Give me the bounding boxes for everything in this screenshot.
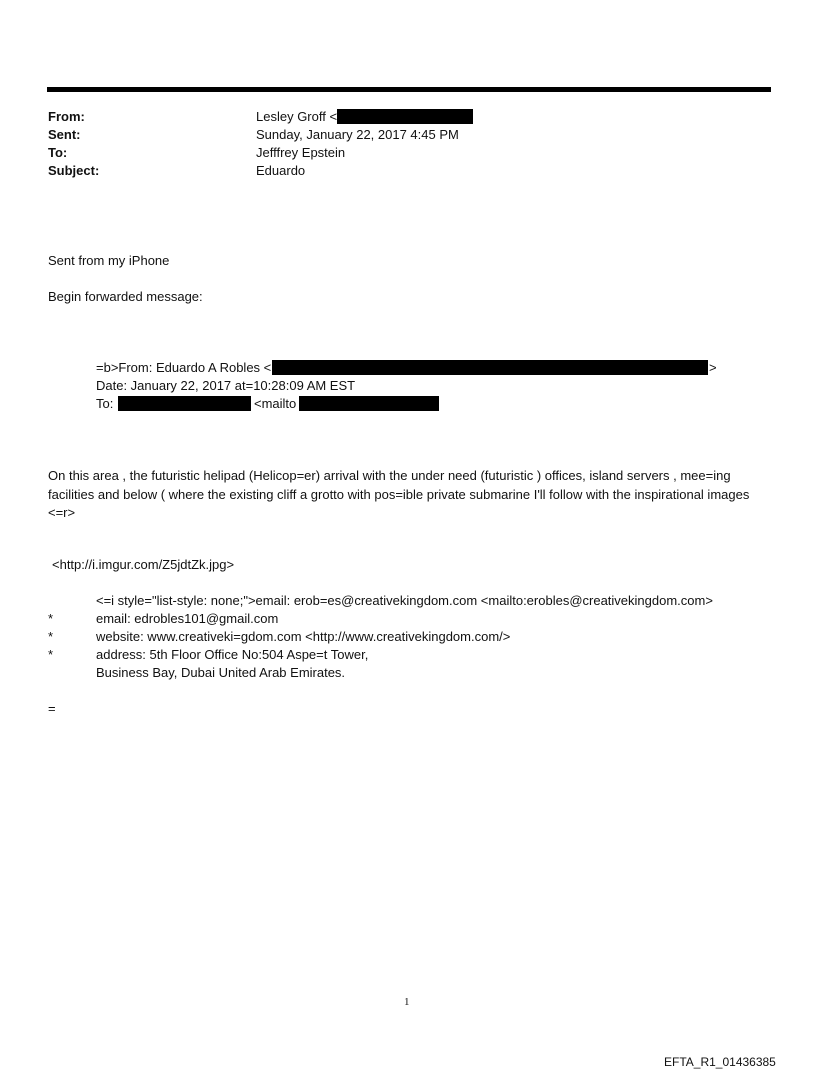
redaction-bar xyxy=(337,109,473,124)
message-paragraph: On this area , the futuristic helipad (Helicop=er) arrival with the under need (futuristic ) offices, island servers , mee=ing facilities and below ( where the existing cliff a grotto with pos=ible private submarine I'll follow with the inspirational images <=r> xyxy=(48,468,750,520)
image-link[interactable]: <http://i.imgur.com/Z5jdtZk.jpg> xyxy=(52,557,235,572)
bullet-marker: * xyxy=(48,647,54,662)
sent-value: Sunday, January 22, 2017 4:45 PM xyxy=(256,127,459,142)
address-continuation: Business Bay, Dubai United Arab Emirates. xyxy=(96,665,346,680)
bullet-marker: * xyxy=(48,611,54,626)
list-item: email: edrobles101@gmail.com xyxy=(96,611,279,626)
redaction-bar xyxy=(118,396,251,411)
sent-from-line: Sent from my iPhone xyxy=(48,253,170,268)
to-value: Jefffrey Epstein xyxy=(256,145,346,160)
redaction-bar xyxy=(272,360,708,375)
page-number: 1 xyxy=(404,996,410,1008)
list-item: address: 5th Floor Office No:504 Aspe=t Tower, xyxy=(96,647,369,662)
begin-forwarded-line: Begin forwarded message: xyxy=(48,289,203,304)
fwd-to-label: To: xyxy=(96,396,114,411)
fwd-to-mailto: <mailto xyxy=(254,396,297,411)
subject-label: Subject: xyxy=(48,163,100,178)
from-label: From: xyxy=(48,109,85,124)
list-item-first: <=i style="list-style: none;">email: erob=es@creativekingdom.com <mailto:erobles@creativekingdom.com> xyxy=(96,593,713,608)
fwd-from-line: =b>From: Eduardo A Robles < xyxy=(96,360,272,375)
trailing-equals: = xyxy=(48,701,56,716)
list-item: website: www.creativeki=gdom.com <http://www.creativekingdom.com/> xyxy=(96,629,511,644)
sent-label: Sent: xyxy=(48,127,81,142)
bullet-marker: * xyxy=(48,629,54,644)
to-label: To: xyxy=(48,145,68,160)
header-rule xyxy=(47,87,771,92)
subject-value: Eduardo xyxy=(256,163,306,178)
fwd-date-line: Date: January 22, 2017 at=10:28:09 AM EST xyxy=(96,378,356,393)
document-id: EFTA_R1_01436385 xyxy=(664,1055,776,1069)
fwd-from-end: > xyxy=(709,360,717,375)
redaction-bar xyxy=(299,396,439,411)
from-value: Lesley Groff < xyxy=(256,109,338,124)
